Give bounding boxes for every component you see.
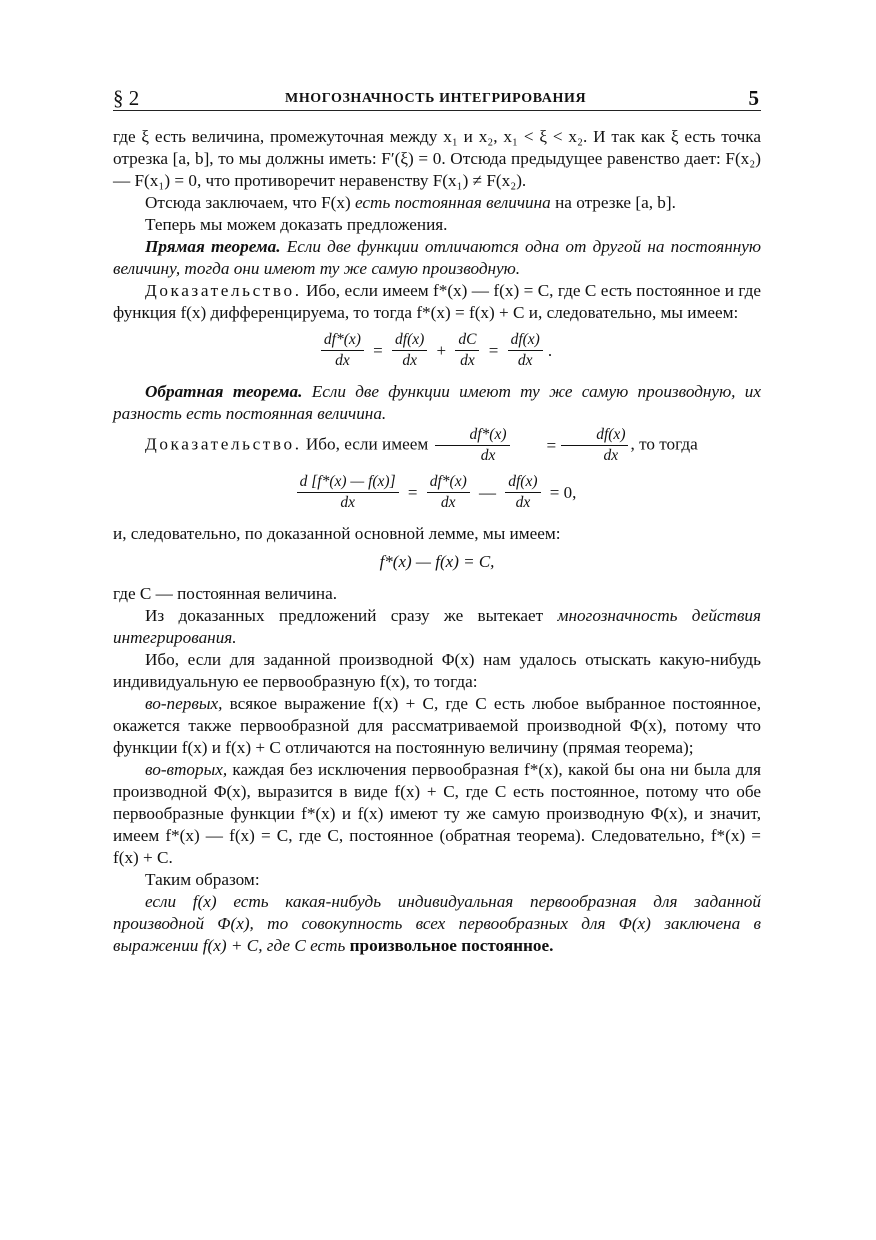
fraction: $\frac{df(x)}{dx}$ bbox=[561, 425, 628, 466]
page-body bbox=[113, 126, 761, 957]
fraction: $\frac{df(x)}{dx}$ bbox=[392, 330, 427, 371]
fraction: $\frac{d [f*(x) — f(x)]}{dx}$ bbox=[297, 472, 399, 513]
paragraph-continuation: где ξ есть величина, промежуточная между x₁ и x₂, x₁ < ξ < x₂. И так как ξ есть точка отрезка [a, b], то мы должны иметь: F′(ξ) = 0. Отсюда предыдущее равенство дает: F(x₂) — F(x₁) = 0, что противоречит неравенству F(x₁) ≠ F(x₂). bbox=[113, 127, 761, 190]
paragraph-since: Ибо, если для заданной производной Φ(x) нам удалось отыскать какую-нибудь индивидуальную ее первообразную f(x), то тогда: bbox=[113, 650, 761, 691]
emphasis-constant: есть постоянная величина bbox=[355, 193, 551, 212]
proof-two: Доказательство. Ибо, если имеем $\frac{df*(x)}{dx}$ = $\frac{df(x)}{dx}$ , то тогда bbox=[145, 426, 698, 464]
paragraph-thus: Таким образом: bbox=[145, 870, 260, 889]
inverse-theorem-title: Обратная теорема. bbox=[145, 382, 303, 401]
fraction: $\frac{df(x)}{dx}$ bbox=[505, 472, 540, 513]
section-number: § 2 bbox=[113, 86, 140, 110]
emphasis-multivalued: многозначность действия интегрирования. bbox=[113, 606, 762, 647]
formula-derivative-sum: $\frac{df*(x)}{dx}$ = $\frac{df(x)}{dx}$ + $\frac{dC}{dx}$ = $\frac{df(x)}{dx}$ . bbox=[113, 330, 761, 371]
running-header bbox=[113, 86, 761, 111]
proof-label: Доказательство. bbox=[145, 281, 302, 300]
direct-theorem-text: Если две функции отличаются одна от другой на постоянную величину, тогда они имеют ту же самую производную. bbox=[113, 237, 761, 278]
proof-one: Доказательство. Ибо, если имеем f*(x) — f(x) = C, где C есть постоянное и где функция f(x) дифференцируема, то тогда f*(x) = f(x) + C и, следовательно, мы имеем: bbox=[113, 281, 761, 322]
direct-theorem-title: Прямая теорема. bbox=[145, 237, 281, 256]
formula-difference-derivative: $\frac{d [f*(x) — f(x)]}{dx}$ = $\frac{df*(x)}{dx}$ — $\frac{df(x)}{dx}$ = 0, bbox=[113, 472, 761, 513]
fraction: $\frac{df(x)}{dx}$ bbox=[508, 330, 543, 371]
paragraph-constant: где C — постоянная величина. bbox=[113, 584, 338, 603]
fraction: $\frac{dC}{dx}$ bbox=[455, 330, 479, 371]
direct-theorem bbox=[113, 236, 761, 280]
label-second: во-вторых, bbox=[145, 760, 228, 779]
paragraph-final bbox=[113, 891, 761, 957]
page-number: 5 bbox=[748, 86, 759, 110]
fraction: $\frac{df*(x)}{dx}$ bbox=[321, 330, 364, 371]
paragraph-multivalued: Из доказанных предложений сразу же вытекает многозначность действия интегрирования. bbox=[113, 606, 762, 647]
fraction: $\frac{df*(x)}{dx}$ bbox=[435, 425, 510, 466]
final-bold: произвольное постоянное. bbox=[349, 936, 554, 955]
inverse-theorem bbox=[113, 381, 761, 425]
label-first: во-первых, bbox=[145, 694, 223, 713]
fraction: $\frac{df*(x)}{dx}$ bbox=[427, 472, 470, 513]
paragraph-intro: Теперь мы можем доказать предложения. bbox=[145, 215, 448, 234]
paragraph-second: во-вторых, каждая без исключения первообразная f*(x), какой бы она ни была для производной Φ(x), выразится в виде f(x) + C, где C есть постоянное, потому что обе первообразные функции f*(x) и f(x) имеют ту же самую производную Φ(x), и значит, имеем f*(x) — f(x) = C, где C, постоянное (обратная теорема). Следовательно, f*(x) = f(x) + C. bbox=[113, 760, 761, 867]
proof-label: Доказательство. bbox=[145, 434, 302, 454]
inverse-theorem-text: Если две функции имеют ту же самую производную, их разность есть постоянная величина. bbox=[113, 382, 761, 423]
formula-constant-difference: f*(x) — f(x) = C, bbox=[379, 552, 495, 571]
paragraph-lemma: и, следовательно, по доказанной основной лемме, мы имеем: bbox=[113, 524, 561, 543]
paragraph-conclusion: Отсюда заключаем, что F(x) есть постоянная величина на отрезке [a, b]. bbox=[145, 193, 676, 212]
chapter-title: МНОГОЗНАЧНОСТЬ ИНТЕГРИРОВАНИЯ bbox=[285, 91, 587, 106]
paragraph-first: во-первых, всякое выражение f(x) + C, где C есть любое выбранное постоянное, окажется также первообразной для рассматриваемой производной Φ(x), потому что функции f(x) и f(x) + C отличаются на постоянную величину (прямая теорема); bbox=[113, 694, 761, 757]
final-statement: если f(x) есть какая-нибудь индивидуальная первообразная для заданной производной Φ(x), то совокупность всех первообразных для Φ(x) заключена в выражении f(x) + C, где C есть bbox=[113, 892, 761, 955]
